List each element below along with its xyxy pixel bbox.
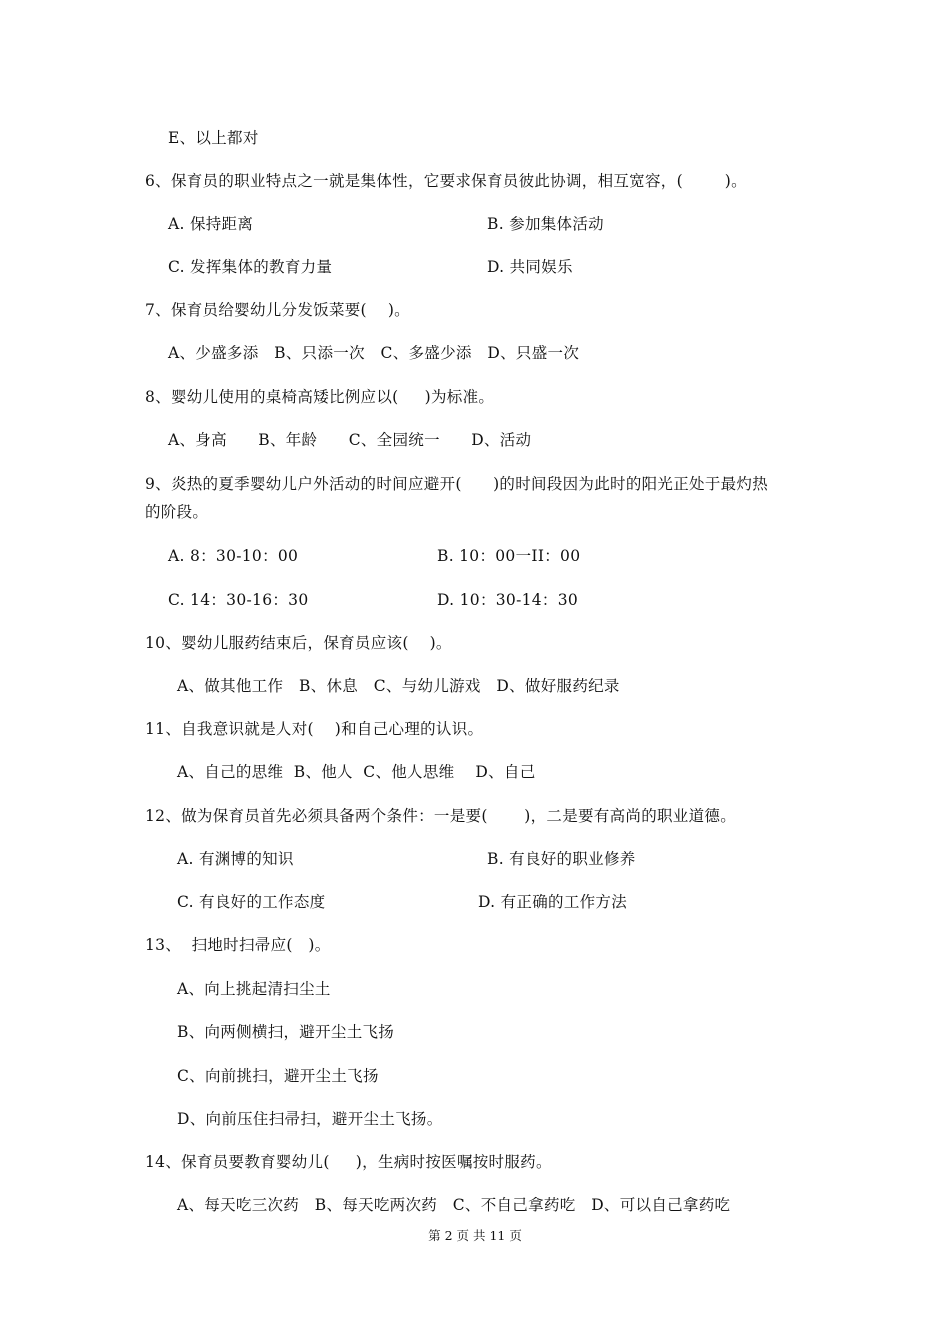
q8-stem: 8、婴幼儿使用的桌椅高矮比例应以( )为标准。 <box>145 388 495 406</box>
q12-option-b: B. 有良好的职业修养 <box>487 850 636 868</box>
q9-option-d: D. 10：30-14：30 <box>437 591 579 609</box>
q14-options: A、每天吃三次药 B、每天吃两次药 C、不自己拿药吃 D、可以自己拿药吃 <box>177 1196 731 1214</box>
q12-option-d: D. 有正确的工作方法 <box>478 893 628 911</box>
q12-option-c: C. 有良好的工作态度 <box>177 893 326 911</box>
page-footer: 第 2 页 共 11 页 <box>428 1228 522 1243</box>
q6-option-c: C. 发挥集体的教育力量 <box>168 258 333 276</box>
q9-stem-line2: 的阶段。 <box>145 503 209 521</box>
q9-stem-line1: 9、炎热的夏季婴幼儿户外活动的时间应避开( )的时间段因为此时的阳光正处于最灼热 <box>145 475 769 493</box>
q6-option-d: D. 共同娱乐 <box>487 258 573 276</box>
q11-stem: 11、自我意识就是人对( )和自己心理的认识。 <box>145 720 484 738</box>
q6-option-a: A. 保持距离 <box>168 215 254 233</box>
q7-options: A、少盛多添 B、只添一次 C、多盛少添 D、只盛一次 <box>168 344 580 362</box>
q6-option-b: B. 参加集体活动 <box>487 215 604 233</box>
q12-stem: 12、做为保育员首先必须具备两个条件：一是要( )，二是要有高尚的职业道德。 <box>145 807 737 825</box>
q13-option-a: A、向上挑起清扫尘土 <box>177 980 331 998</box>
q12-option-a: A. 有渊博的知识 <box>177 850 294 868</box>
q7-stem: 7、保育员给婴幼儿分发饭菜要( )。 <box>145 301 410 319</box>
q13-option-b: B、向两侧横扫，避开尘土飞扬 <box>177 1023 395 1041</box>
q9-option-c: C. 14：30-16：30 <box>168 591 309 609</box>
q5-option-e: E、以上都对 <box>168 129 259 147</box>
q10-stem: 10、婴幼儿服药结束后，保育员应该( )。 <box>145 634 452 652</box>
q6-stem: 6、保育员的职业特点之一就是集体性，它要求保育员彼此协调，相互宽容，( )。 <box>145 172 747 190</box>
q9-option-a: A. 8：30-10：00 <box>168 547 299 565</box>
q13-stem: 13、 扫地时扫帚应( )。 <box>145 936 331 954</box>
q9-option-b: B. 10：00一II：00 <box>437 547 581 565</box>
q14-stem: 14、保育员要教育婴幼儿( )，生病时按医嘱按时服药。 <box>145 1153 552 1171</box>
q13-option-d: D、向前压住扫帚扫，避开尘土飞扬。 <box>177 1110 443 1128</box>
q10-options: A、做其他工作 B、休息 C、与幼儿游戏 D、做好服药纪录 <box>177 677 620 695</box>
q11-options: A、自己的思维 B、他人 C、他人思维 D、自己 <box>177 763 536 781</box>
q13-option-c: C、向前挑扫，避开尘土飞扬 <box>177 1067 379 1085</box>
q8-options: A、身高 B、年龄 C、全园统一 D、活动 <box>168 431 532 449</box>
